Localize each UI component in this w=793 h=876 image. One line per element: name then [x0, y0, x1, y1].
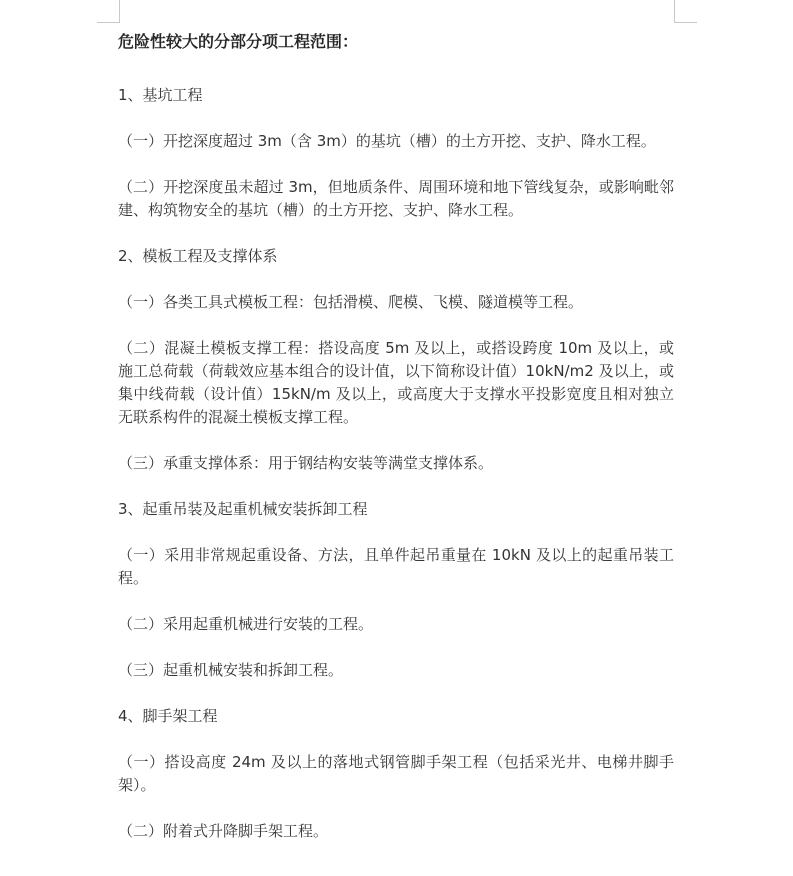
- paragraph: （一）采用非常规起重设备、方法，且单件起吊重量在 10kN 及以上的起重吊装工程。: [118, 546, 674, 587]
- section-heading-2: 2、模板工程及支撑体系: [118, 247, 278, 265]
- section-heading-1: 1、基坑工程: [118, 86, 203, 104]
- page-corner-mark-right: [674, 0, 697, 23]
- paragraph: （二）开挖深度虽未超过 3m，但地质条件、周围环境和地下管线复杂，或影响毗邻建、构筑物安全的基坑（槽）的土方开挖、支护、降水工程。: [118, 178, 674, 219]
- paragraph: （一）开挖深度超过 3m（含 3m）的基坑（槽）的土方开挖、支护、降水工程。: [118, 132, 656, 150]
- paragraph: （二）混凝土模板支撑工程：搭设高度 5m 及以上，或搭设跨度 10m 及以上，或施工总荷载（荷载效应基本组合的设计值，以下简称设计值）10kN/m2 及以上，或集中线荷载（设计值）15kN/m 及以上，或高度大于支撑水平投影宽度且相对独立无联系构件的混凝土模板支撑工程。: [118, 339, 674, 426]
- paragraph: （二）附着式升降脚手架工程。: [118, 822, 329, 840]
- page-corner-mark-left: [97, 0, 120, 23]
- paragraph: （三）承重支撑体系：用于钢结构安装等满堂支撑体系。: [118, 454, 494, 472]
- paragraph: （一）各类工具式模板工程：包括滑模、爬模、飞模、隧道模等工程。: [118, 293, 584, 311]
- section-heading-3: 3、起重吊装及起重机械安装拆卸工程: [118, 500, 368, 518]
- paragraph: （二）采用起重机械进行安装的工程。: [118, 615, 374, 633]
- section-heading-4: 4、脚手架工程: [118, 707, 218, 725]
- document-title: 危险性较大的分部分项工程范围：: [118, 32, 359, 51]
- paragraph: （一）搭设高度 24m 及以上的落地式钢管脚手架工程（包括采光井、电梯井脚手架）。: [118, 753, 674, 794]
- paragraph: （三）起重机械安装和拆卸工程。: [118, 661, 344, 679]
- document-body[interactable]: [118, 30, 674, 866]
